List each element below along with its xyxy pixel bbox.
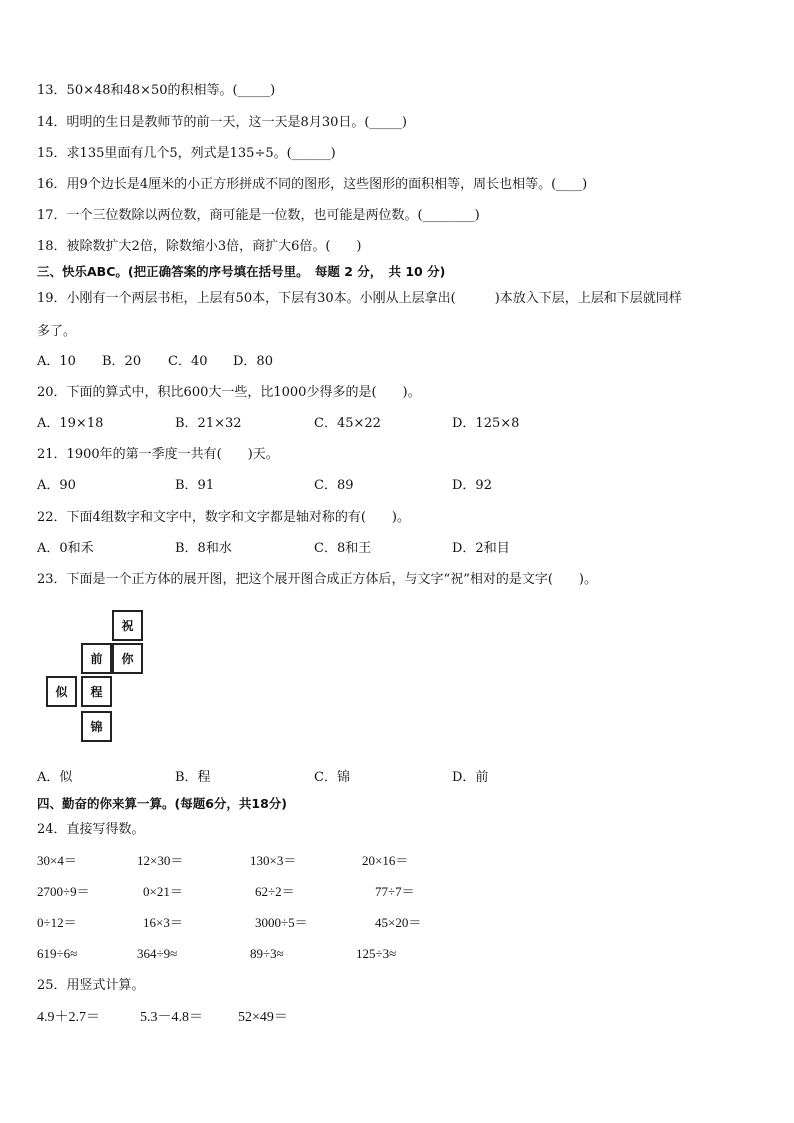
q19-option-b: B．20 bbox=[102, 354, 142, 369]
q23-option-a: A．似 bbox=[37, 770, 73, 785]
net-cell-ni: 你 bbox=[112, 643, 143, 674]
q18: 18．被除数扩大2倍，除数缩小3倍，商扩大6倍。( ) bbox=[37, 239, 362, 254]
q15: 15．求135里面有几个5，列式是135÷5。(______) bbox=[37, 146, 336, 161]
q23: 23．下面是一个正方体的展开图，把这个展开图合成正方体后，与文字“祝”相对的是文字( )。 bbox=[37, 572, 597, 587]
q20: 20．下面的算式中，积比600大一些，比1000少得多的是( )。 bbox=[37, 385, 421, 400]
net-cell-si: 似 bbox=[46, 676, 77, 707]
q22: 22．下面4组数字和文字中，数字和文字都是轴对称的有( )。 bbox=[37, 510, 410, 525]
q24-item: 77÷7＝ bbox=[375, 884, 415, 899]
q24-item: 0×21＝ bbox=[143, 884, 183, 899]
q17: 17．一个三位数除以两位数，商可能是一位数，也可能是两位数。(________) bbox=[37, 208, 480, 223]
q22-option-a: A．0和禾 bbox=[37, 541, 94, 556]
q25-item: 5.3－4.8＝ bbox=[140, 1010, 203, 1025]
q20-option-d: D．125×8 bbox=[452, 416, 520, 431]
q19-option-a: A．10 bbox=[37, 354, 76, 369]
q23-option-d: D．前 bbox=[452, 770, 489, 785]
q13: 13．50×48和48×50的积相等。(_____) bbox=[37, 83, 276, 98]
net-cell-jin: 锦 bbox=[81, 711, 112, 742]
q24-item: 2700÷9＝ bbox=[37, 884, 90, 899]
q22-option-b: B．8和水 bbox=[175, 541, 232, 556]
q20-option-c: C．45×22 bbox=[314, 416, 381, 431]
cube-net-figure bbox=[44, 608, 154, 748]
q19-option-d: D．80 bbox=[233, 354, 273, 369]
q23-option-c: C．锦 bbox=[314, 770, 350, 785]
net-cell-zhu: 祝 bbox=[112, 610, 143, 641]
q19-line-2: 多了。 bbox=[37, 324, 77, 339]
q24-item: 20×16＝ bbox=[362, 853, 409, 868]
net-cell-qian: 前 bbox=[81, 643, 112, 674]
q24-item: 62÷2＝ bbox=[255, 884, 295, 899]
q25: 25．用竖式计算。 bbox=[37, 978, 145, 993]
q16: 16．用9个边长是4厘米的小正方形拼成不同的图形，这些图形的面积相等，周长也相等。(____) bbox=[37, 177, 588, 192]
section-4-heading: 四、勤奋的你来算一算。(每题6分，共18分) bbox=[37, 796, 288, 811]
q23-option-b: B．程 bbox=[175, 770, 211, 785]
q24-item: 30×4＝ bbox=[37, 853, 77, 868]
section-3-heading: 三、快乐ABC。(把正确答案的序号填在括号里。 每题 2 分， 共 10 分) bbox=[37, 264, 446, 279]
q25-item: 4.9＋2.7＝ bbox=[37, 1010, 100, 1025]
q24-item: 364÷9≈ bbox=[137, 946, 178, 961]
q24-item: 12×30＝ bbox=[137, 853, 184, 868]
q24-item: 0÷12＝ bbox=[37, 915, 77, 930]
q21-option-a: A．90 bbox=[37, 478, 76, 493]
net-cell-cheng: 程 bbox=[81, 676, 112, 707]
q21-option-b: B．91 bbox=[175, 478, 215, 493]
q24-item: 125÷3≈ bbox=[356, 946, 397, 961]
q21: 21．1900年的第一季度一共有( )天。 bbox=[37, 447, 279, 462]
q24-item: 130×3＝ bbox=[250, 853, 297, 868]
q24-item: 16×3＝ bbox=[143, 915, 183, 930]
q21-option-d: D．92 bbox=[452, 478, 492, 493]
q24-item: 3000÷5＝ bbox=[255, 915, 308, 930]
q24-item: 619÷6≈ bbox=[37, 946, 78, 961]
q21-option-c: C．89 bbox=[314, 478, 354, 493]
q20-option-a: A．19×18 bbox=[37, 416, 104, 431]
q14: 14．明明的生日是教师节的前一天，这一天是8月30日。(_____) bbox=[37, 115, 407, 130]
q19-option-c: C．40 bbox=[168, 354, 208, 369]
q24-item: 89÷3≈ bbox=[250, 946, 284, 961]
q22-option-c: C．8和王 bbox=[314, 541, 372, 556]
q20-option-b: B．21×32 bbox=[175, 416, 242, 431]
q19-line-1: 19．小刚有一个两层书柜，上层有50本，下层有30本。小刚从上层拿出( )本放入下层，上层和下层就同样 bbox=[37, 291, 682, 306]
q25-item: 52×49＝ bbox=[238, 1010, 288, 1025]
q24-item: 45×20＝ bbox=[375, 915, 422, 930]
q24: 24．直接写得数。 bbox=[37, 822, 145, 837]
q22-option-d: D．2和目 bbox=[452, 541, 510, 556]
